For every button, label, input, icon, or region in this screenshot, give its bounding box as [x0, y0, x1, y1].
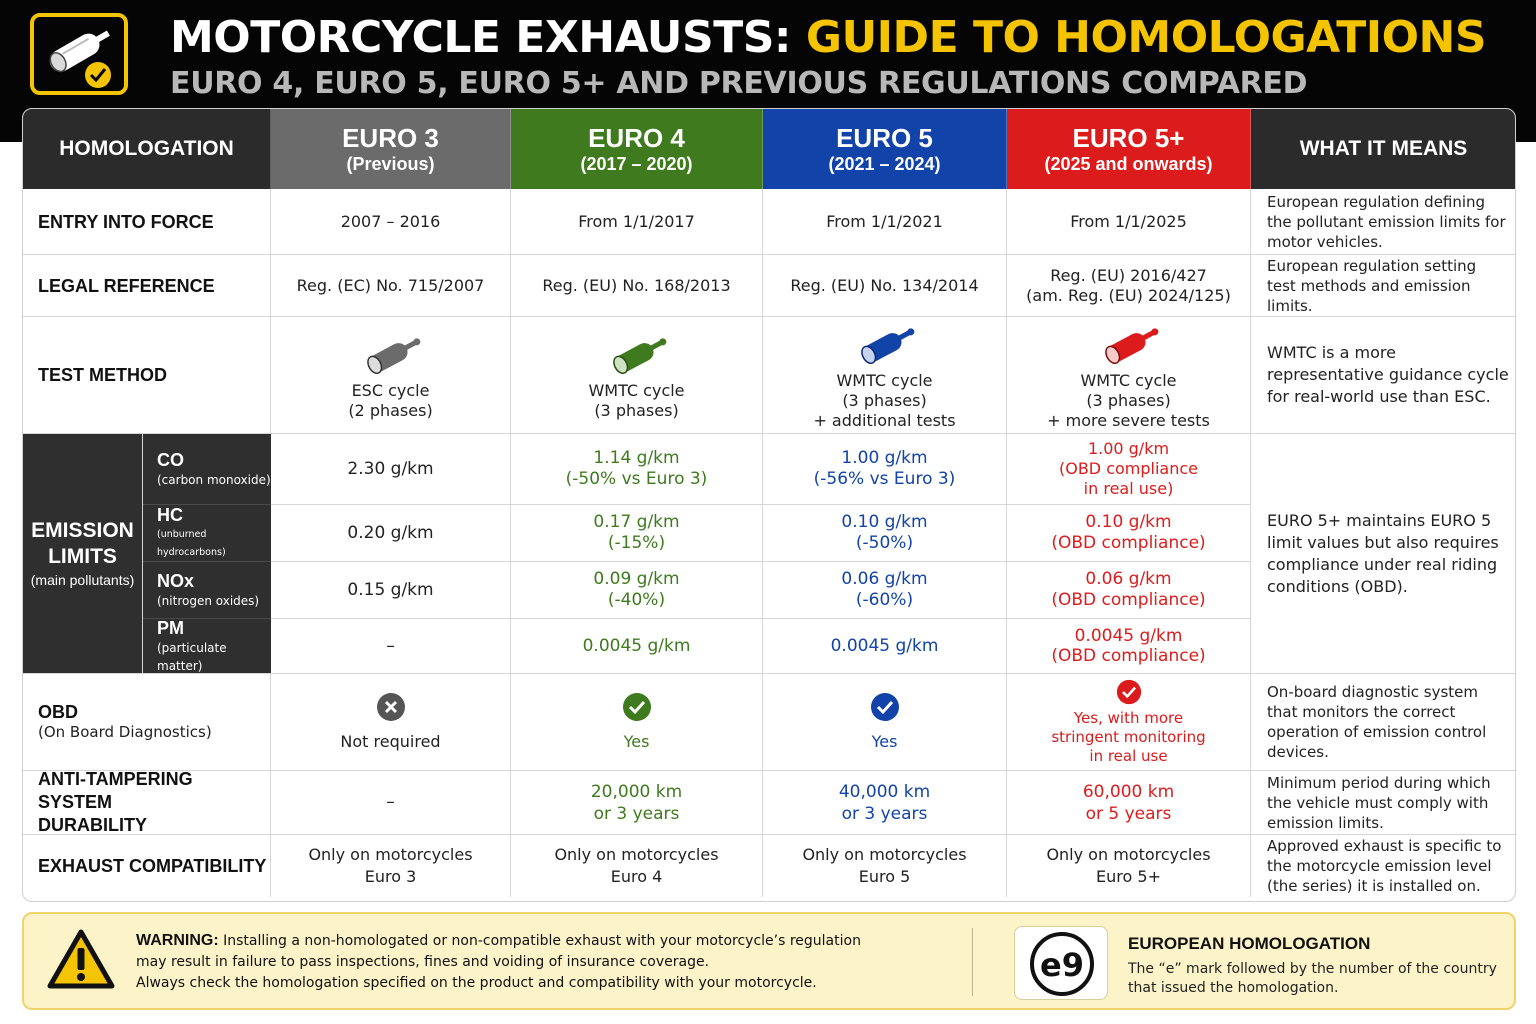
row-label-test: TEST METHOD — [23, 317, 271, 434]
nox-euro4-value: 0.09 g/km — [593, 569, 680, 589]
durability-euro5 — [763, 771, 1007, 835]
obd-label: OBD — [38, 702, 78, 722]
emission-label-line2: LIMITS — [48, 544, 117, 568]
page-subtitle: EURO 4, EURO 5, EURO 5+ AND PREVIOUS REGULATIONS COMPARED — [170, 66, 1308, 101]
legal-means: European regulation setting test methods and emission limits. — [1251, 255, 1516, 317]
legal-euro5plus-line2: (am. Reg. (EU) 2024/125) — [1026, 285, 1231, 305]
check-circle-icon — [622, 692, 652, 722]
nox-euro5-change: (-60%) — [855, 590, 914, 610]
warning-line2: Always check the homologation specified on the product and compatibility with your motorcycle. — [136, 975, 817, 991]
co-euro5-change: (-56% vs Euro 3) — [813, 469, 956, 489]
hc-euro5plus — [1007, 505, 1251, 562]
check-circle-icon — [1116, 679, 1142, 705]
euro4-name: EURO 4 — [588, 123, 685, 153]
check-circle-icon — [870, 692, 900, 722]
compat-euro3-line1: Only on motorcycles — [308, 845, 473, 864]
legal-euro4: Reg. (EU) No. 168/2013 — [511, 255, 763, 317]
entry-means: European regulation defining the pollutant emission limits for motor vehicles. — [1251, 189, 1516, 255]
hc-euro3: 0.20 g/km — [271, 505, 511, 562]
durability-euro5plus-km: 60,000 km — [1082, 781, 1175, 802]
emission-label-line1: EMISSION — [31, 518, 134, 542]
co-euro5-value: 1.00 g/km — [841, 448, 928, 468]
euro5plus-period: (2025 and onwards) — [1044, 154, 1213, 174]
test-means: WMTC is a more representative guidance cycle for real-world use than ESC. — [1251, 317, 1516, 434]
euro3-period: (Previous) — [346, 154, 435, 174]
co-euro5plus-note2: in real use) — [1083, 479, 1174, 498]
row-label-compat: EXHAUST COMPATIBILITY — [23, 835, 271, 897]
pollutant-desc: (nitrogen oxides) — [157, 594, 260, 608]
compat-euro3 — [271, 835, 511, 897]
nox-euro3: 0.15 g/km — [271, 562, 511, 619]
durability-euro4-years: or 3 years — [593, 803, 680, 824]
hc-euro5-value: 0.10 g/km — [841, 512, 928, 532]
test-euro5 — [763, 317, 1007, 434]
pollutant-desc: (carbon monoxide) — [157, 473, 271, 487]
legal-euro5: Reg. (EU) No. 134/2014 — [763, 255, 1007, 317]
pollutant-desc: (unburned hydrocarbons) — [157, 529, 226, 558]
exhaust-check-icon — [30, 13, 128, 95]
obd-euro4-text: Yes — [623, 732, 650, 751]
co-euro4-change: (-50% vs Euro 3) — [565, 469, 708, 489]
test-euro5-line1: WMTC cycle — [836, 371, 933, 390]
test-euro3 — [271, 317, 511, 434]
pollutant-name: NOx — [157, 571, 195, 591]
pollutant-hc — [143, 505, 271, 562]
compat-euro5plus-line2: Euro 5+ — [1096, 867, 1161, 886]
entry-euro5plus: From 1/1/2025 — [1007, 189, 1251, 255]
comparison-table — [22, 108, 1516, 902]
pollutant-pm — [143, 619, 271, 674]
obd-means: On-board diagnostic system that monitors the correct operation of emission control devices. — [1251, 674, 1516, 771]
european-homologation-desc: The “e” mark followed by the number of the country that issued the homologation. — [1128, 961, 1497, 996]
pm-euro5plus-value: 0.0045 g/km — [1074, 626, 1183, 646]
test-euro5plus-line2: (3 phases) — [1086, 391, 1171, 410]
entry-euro4: From 1/1/2017 — [511, 189, 763, 255]
pollutant-name: PM — [157, 618, 184, 638]
compat-euro5 — [763, 835, 1007, 897]
entry-euro5: From 1/1/2021 — [763, 189, 1007, 255]
compat-means: Approved exhaust is specific to the motorcycle emission level (the series) it is installed on. — [1267, 837, 1502, 895]
header-euro5 — [763, 109, 1007, 189]
pm-euro5: 0.0045 g/km — [763, 619, 1007, 674]
euro4-period: (2017 – 2020) — [580, 154, 693, 174]
test-euro5plus-line3: + more severe tests — [1047, 411, 1210, 430]
obd-euro5plus-line2: stringent monitoring — [1051, 727, 1206, 746]
compat-euro5-line1: Only on motorcycles — [802, 845, 967, 864]
obd-euro3 — [271, 674, 511, 771]
obd-euro5plus-line1: Yes, with more — [1073, 708, 1184, 727]
obd-label-sub: (On Board Diagnostics) — [38, 723, 212, 741]
test-euro3-line2: (2 phases) — [348, 401, 433, 420]
hc-euro4 — [511, 505, 763, 562]
obd-euro5plus — [1007, 674, 1251, 771]
durability-euro4-km: 20,000 km — [590, 781, 683, 802]
legal-euro5plus-line1: Reg. (EU) 2016/427 — [1050, 265, 1207, 285]
nox-euro5 — [763, 562, 1007, 619]
obd-euro3-text: Not required — [340, 732, 441, 751]
pm-euro5plus — [1007, 619, 1251, 674]
durability-euro5-years: or 3 years — [841, 803, 928, 824]
muffler-icon — [850, 319, 920, 367]
warning-line1: Installing a non-homologated or non-compatible exhaust with your motorcycle’s regulation may result in failure to pass inspections, fines and voiding of insurance coverage. — [136, 933, 861, 970]
header-euro3 — [271, 109, 511, 189]
header-what-it-means: WHAT IT MEANS — [1251, 109, 1516, 189]
e-mark-badge — [1014, 926, 1108, 1000]
durability-label-line2: DURABILITY — [38, 815, 147, 835]
header-euro5plus — [1007, 109, 1251, 189]
pollutant-name: HC — [157, 505, 183, 525]
muffler-icon — [1094, 319, 1164, 367]
hc-euro4-change: (-15%) — [607, 533, 666, 553]
warning-title: WARNING: — [136, 932, 219, 949]
obd-euro5-text: Yes — [871, 732, 898, 751]
pollutant-nox — [143, 562, 271, 619]
hc-euro5plus-value: 0.10 g/km — [1085, 512, 1172, 532]
test-euro5-line2: (3 phases) — [842, 391, 927, 410]
compat-euro5plus — [1007, 835, 1251, 897]
euro5-period: (2021 – 2024) — [828, 154, 941, 174]
pollutant-desc: (particulate matter) — [157, 641, 227, 673]
row-label-legal: LEGAL REFERENCE — [23, 255, 271, 317]
divider — [972, 928, 973, 996]
co-euro5plus-value: 1.00 g/km — [1087, 439, 1170, 458]
row-label-obd — [23, 674, 271, 771]
entry-euro3: 2007 – 2016 — [271, 189, 511, 255]
test-euro5-line3: + additional tests — [813, 411, 956, 430]
test-euro5plus-line1: WMTC cycle — [1080, 371, 1177, 390]
co-euro5plus-note1: (OBD compliance — [1058, 459, 1199, 478]
warning-text — [136, 930, 886, 994]
nox-euro5plus-value: 0.06 g/km — [1085, 569, 1172, 589]
hc-euro5 — [763, 505, 1007, 562]
compat-euro5plus-line1: Only on motorcycles — [1046, 845, 1211, 864]
test-euro5plus — [1007, 317, 1251, 434]
test-euro4 — [511, 317, 763, 434]
test-euro4-line1: WMTC cycle — [588, 381, 685, 400]
durability-euro3: – — [271, 771, 511, 835]
warning-triangle-icon — [46, 928, 116, 992]
durability-euro4 — [511, 771, 763, 835]
co-euro4-value: 1.14 g/km — [593, 448, 680, 468]
euro3-name: EURO 3 — [342, 123, 439, 153]
pollutant-name: CO — [157, 450, 184, 470]
european-homologation-title: EUROPEAN HOMOLOGATION — [1128, 934, 1371, 953]
hc-euro5-change: (-50%) — [855, 533, 914, 553]
pollutant-co — [143, 434, 271, 505]
hc-euro5plus-note: (OBD compliance) — [1051, 533, 1206, 553]
emission-label-sub: (main pollutants) — [30, 571, 135, 588]
emission-means: EURO 5+ maintains EURO 5 limit values but also requires compliance under real riding conditions (OBD). — [1251, 434, 1516, 674]
obd-euro4 — [511, 674, 763, 771]
obd-euro5plus-line3: in real use — [1089, 746, 1168, 765]
compat-euro4 — [511, 835, 763, 897]
nox-euro5-value: 0.06 g/km — [841, 569, 928, 589]
title-main: MOTORCYCLE EXHAUSTS: — [170, 12, 806, 63]
e-mark-text: e9 — [1040, 946, 1084, 984]
test-euro4-line2: (3 phases) — [594, 401, 679, 420]
compat-euro4-line1: Only on motorcycles — [554, 845, 719, 864]
durability-label-line1: ANTI-TAMPERING SYSTEM — [38, 769, 193, 812]
co-euro5plus — [1007, 434, 1251, 505]
row-label-entry: ENTRY INTO FORCE — [23, 189, 271, 255]
co-euro3: 2.30 g/km — [271, 434, 511, 505]
warning-box — [22, 912, 1516, 1010]
muffler-icon — [356, 329, 426, 377]
test-euro3-line1: ESC cycle — [351, 381, 430, 400]
durability-euro5plus-years: or 5 years — [1085, 803, 1172, 824]
hc-euro4-value: 0.17 g/km — [593, 512, 680, 532]
header-euro4 — [511, 109, 763, 189]
x-circle-icon — [376, 692, 406, 722]
nox-euro5plus — [1007, 562, 1251, 619]
co-euro4 — [511, 434, 763, 505]
legal-euro3: Reg. (EC) No. 715/2007 — [271, 255, 511, 317]
nox-euro5plus-note: (OBD compliance) — [1051, 590, 1206, 610]
euro5-name: EURO 5 — [836, 123, 933, 153]
compat-euro4-line2: Euro 4 — [610, 867, 663, 886]
emission-limits-label — [23, 434, 143, 674]
co-euro5 — [763, 434, 1007, 505]
pm-euro4: 0.0045 g/km — [511, 619, 763, 674]
legal-euro5plus — [1007, 255, 1251, 317]
durability-euro5-km: 40,000 km — [838, 781, 931, 802]
muffler-icon — [602, 329, 672, 377]
euro5plus-name: EURO 5+ — [1072, 123, 1185, 153]
title-highlight: GUIDE TO HOMOLOGATIONS — [805, 12, 1487, 63]
nox-euro4-change: (-40%) — [607, 590, 666, 610]
durability-means: Minimum period during which the vehicle must comply with emission limits. — [1251, 771, 1516, 835]
pm-euro3: – — [271, 619, 511, 674]
nox-euro4 — [511, 562, 763, 619]
obd-euro5 — [763, 674, 1007, 771]
page-title — [170, 12, 1486, 63]
pm-euro5plus-note: (OBD compliance) — [1051, 646, 1206, 666]
header-homologation: HOMOLOGATION — [23, 109, 271, 189]
durability-euro5plus — [1007, 771, 1251, 835]
compat-euro3-line2: Euro 3 — [364, 867, 417, 886]
row-label-durability — [23, 771, 271, 835]
compat-euro5-line2: Euro 5 — [858, 867, 911, 886]
